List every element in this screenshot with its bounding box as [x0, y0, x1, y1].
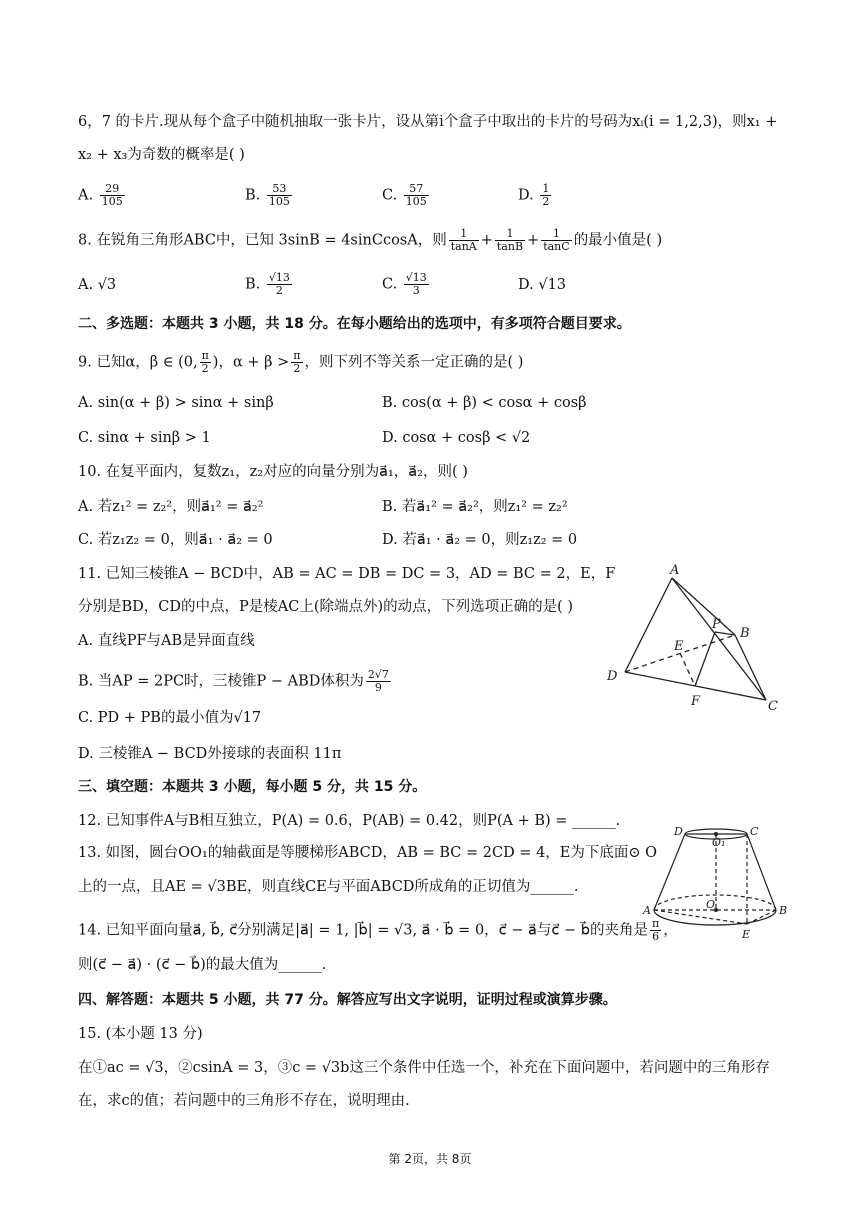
q7-option-b[interactable]: B. $\frac{53}{105}$ — [245, 182, 290, 208]
q15-title: 15. (本小题 13 分) — [78, 1026, 203, 1042]
q10-stem: 10. 在复平面内，复数z₁，z₂对应的向量分别为a⃗₁，a⃗₂，则( ) — [78, 464, 468, 480]
q9-stem: 9. 已知α，β ∈ (0, $\frac{\pi}{2}$ )，α + β > $\frac{\pi}{2}$ ，则下列不等关系一定正确的是( ) — [78, 349, 524, 375]
q11-option-b[interactable]: B. 当AP = 2PC时，三棱锥P − ABD体积为 $\frac{2√7}{9}$ — [78, 668, 389, 694]
q11-option-c[interactable]: C. PD + PB的最小值为√17 — [78, 710, 262, 726]
label-a: A — [670, 563, 680, 578]
q11-line1: 11. 已知三棱锥A − BCD中，AB = AC = DB = DC = 3，AD = BC = 2，E，F — [78, 566, 616, 582]
q7-option-d[interactable]: D. $\frac{1}{2}$ — [518, 182, 550, 208]
label-f: F — [691, 694, 701, 709]
label-a: A — [643, 904, 651, 917]
q7-line1: 6，7 的卡片.现从每个盒子中随机抽取一张卡片，设从第i个盒子中取出的卡片的号码为xᵢ(i = 1,2,3)，则x₁ + — [78, 114, 778, 130]
q8-option-d[interactable]: D. √13 — [518, 277, 567, 293]
label-c: C — [768, 699, 778, 714]
edge-ac — [672, 578, 766, 700]
q11-option-d[interactable]: D. 三棱锥A − BCD外接球的表面积 11π — [78, 746, 342, 762]
q9-option-c[interactable]: C. sinα + sinβ > 1 — [78, 430, 211, 446]
page-footer: 第 2页，共 8页 — [388, 1152, 472, 1166]
q8-option-c[interactable]: C. $\frac{√13}{3}$ — [382, 271, 427, 297]
q13-line2: 上的一点，且AE = √3BE，则直线CE与平面ABCD所成角的正切值为______. — [78, 879, 579, 895]
q8-option-a[interactable]: A. √3 — [78, 277, 117, 293]
segment-ef — [680, 653, 695, 686]
edge-ab — [672, 578, 735, 635]
q10-option-a[interactable]: A. 若z₁² = z₂²，则a⃗₁² = a⃗₂² — [78, 499, 264, 515]
tetrahedron-figure — [590, 560, 790, 715]
q14-line1: 14. 已知平面向量a⃗, b⃗, c⃗分别满足|a⃗| = 1, |b⃗| = √3, a⃗ · b⃗ = 0，c⃗ − a⃗与c⃗ − b⃗的夹角是 $\frac{\pi}{6}$ ， — [78, 917, 678, 943]
q7-option-c[interactable]: C. $\frac{57}{105}$ — [382, 182, 427, 208]
label-d: D — [607, 669, 618, 684]
label-b: B — [740, 626, 750, 641]
q9-option-a[interactable]: A. sin(α + β) > sinα + sinβ — [78, 395, 274, 411]
q15-line1: 在①ac = √3，②csinA = 3，③c = √3b这三个条件中任选一个，补充在下面问题中，若问题中的三角形存 — [78, 1060, 770, 1076]
label-o1: O₁ — [712, 836, 726, 849]
edge-bc — [735, 635, 766, 700]
label-b: B — [779, 904, 788, 917]
label-d: D — [674, 825, 683, 838]
label-e: E — [674, 639, 684, 654]
label-e: E — [742, 928, 751, 941]
edge-ad — [625, 578, 672, 672]
label-p: P — [712, 617, 721, 632]
segment-pf — [695, 632, 715, 686]
q9-option-b[interactable]: B. cos(α + β) < cosα + cosβ — [382, 395, 587, 411]
q8-option-b[interactable]: B. $\frac{√13}{2}$ — [245, 271, 290, 297]
section-3-heading: 三、填空题：本题共 3 小题，每小题 5 分，共 15 分。 — [78, 779, 427, 795]
q12-stem: 12. 已知事件A与B相互独立，P(A) = 0.6，P(AB) = 0.42，则P(A + B) = ______. — [78, 813, 621, 829]
q10-option-b[interactable]: B. 若a⃗₁² = a⃗₂²，则z₁² = z₂² — [382, 499, 568, 515]
section-2-heading: 二、多选题：本题共 3 小题，共 18 分。在每小题给出的选项中，有多项符合题目要求。 — [78, 316, 631, 332]
label-c: C — [750, 825, 759, 838]
q11-line2: 分别是BD，CD的中点，P是棱AC上(除端点外)的动点，下列选项正确的是( ) — [78, 599, 574, 615]
q14-line2: 则(c⃗ − a⃗) · (c⃗ − b⃗)的最大值为______. — [78, 957, 327, 973]
q11-option-a[interactable]: A. 直线PF与AB是异面直线 — [78, 633, 255, 649]
q15-line2: 在，求c的值；若问题中的三角形不存在，说明理由. — [78, 1093, 410, 1109]
q10-option-c[interactable]: C. 若z₁z₂ = 0，则a⃗₁ · a⃗₂ = 0 — [78, 532, 273, 548]
q7-line2: x₂ + x₃为奇数的概率是( ) — [78, 147, 245, 163]
label-o: O — [706, 898, 716, 911]
q13-line1: 13. 如图，圆台OO₁的轴截面是等腰梯形ABCD，AB = BC = 2CD = 4，E为下底面⊙ O — [78, 845, 658, 861]
q7-option-a[interactable]: A. $\frac{29}{105}$ — [78, 182, 123, 208]
q8-stem: 8. 在锐角三角形ABC中，已知 3sinB = 4sinCcosA，则 $\frac{1}{\tan A}$ + $\frac{1}{\tan B}$ + $\frac{1}{\tan C}$ 的最小值是( ) — [78, 227, 663, 253]
q10-option-d[interactable]: D. 若a⃗₁ · a⃗₂ = 0，则z₁z₂ = 0 — [382, 532, 578, 548]
section-4-heading: 四、解答题：本题共 5 小题，共 77 分。解答应写出文字说明，证明过程或演算步骤。 — [78, 992, 617, 1008]
q9-option-d[interactable]: D. cosα + cosβ < √2 — [382, 430, 531, 446]
